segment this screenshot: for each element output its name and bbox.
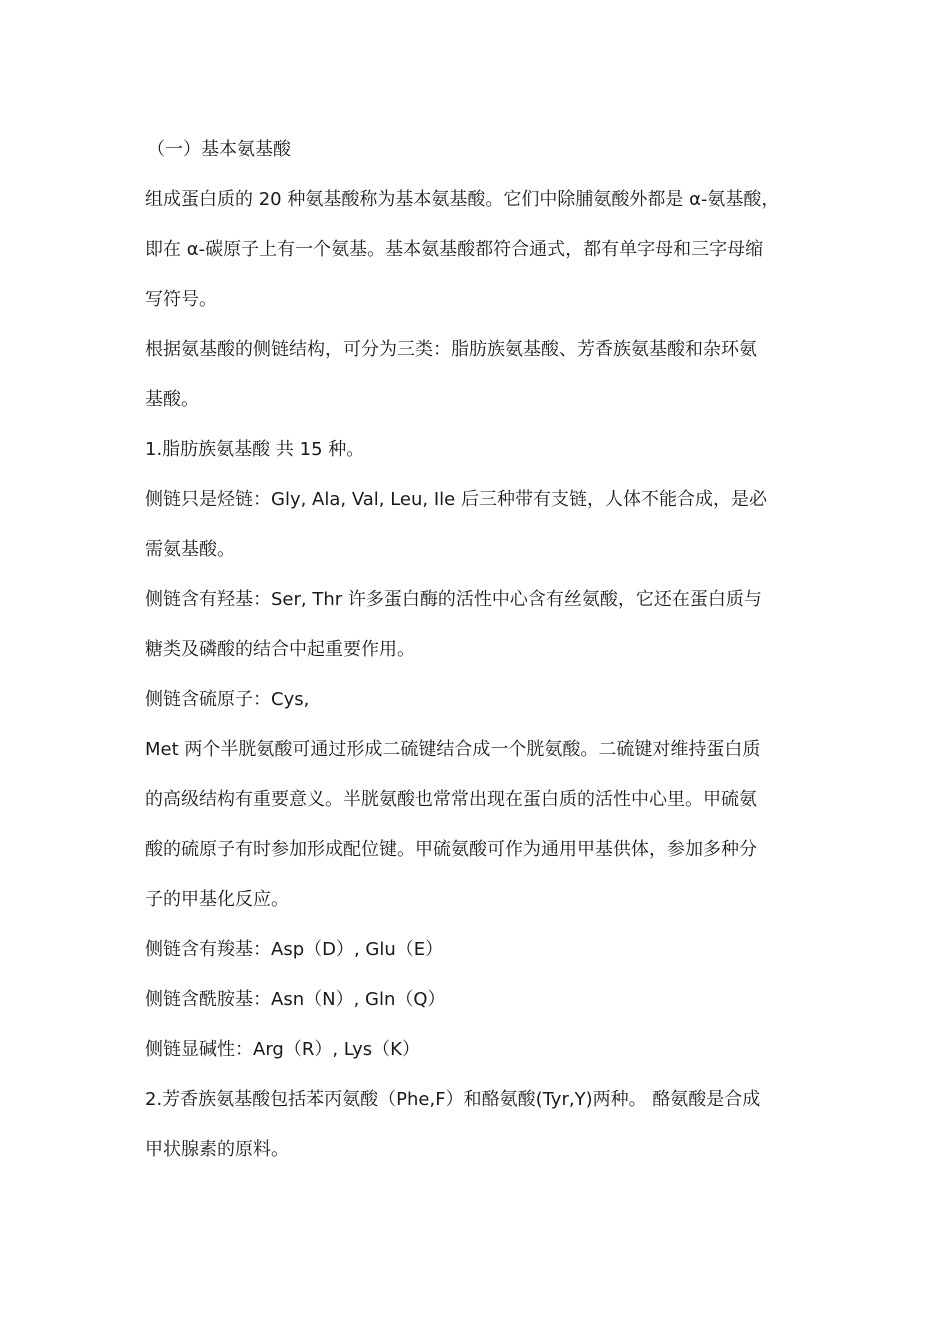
- document-body: [145, 131, 805, 1181]
- paragraph-line: 需氨基酸。: [145, 539, 235, 560]
- paragraph-line: 侧链显碱性：Arg（R）, Lys（K）: [145, 1039, 420, 1060]
- paragraph-line: 糖类及磷酸的结合中起重要作用。: [145, 639, 415, 660]
- paragraph-line: 子的甲基化反应。: [145, 889, 289, 910]
- paragraph-line: 写符号。: [145, 289, 217, 310]
- paragraph-line: 侧链含有羟基：Ser, Thr 许多蛋白酶的活性中心含有丝氨酸，它还在蛋白质与: [145, 589, 762, 610]
- paragraph-line: 甲状腺素的原料。: [145, 1139, 289, 1160]
- paragraph-line: 的高级结构有重要意义。半胱氨酸也常常出现在蛋白质的活性中心里。甲硫氨: [145, 789, 757, 810]
- section-heading: （一）基本氨基酸: [147, 139, 291, 160]
- paragraph-line: 侧链只是烃链：Gly, Ala, Val, Leu, Ile 后三种带有支链，人体不能合成，是必: [145, 489, 767, 510]
- paragraph-line: 侧链含硫原子：Cys,: [145, 689, 310, 710]
- subsection-heading: 2.芳香族氨基酸包括苯丙氨酸（Phe,F）和酪氨酸(Tyr,Y)两种。 酪氨酸是合成: [145, 1089, 761, 1110]
- paragraph-line: 酸的硫原子有时参加形成配位键。甲硫氨酸可作为通用甲基供体，参加多种分: [145, 839, 757, 860]
- paragraph-line: 即在 α-碳原子上有一个氨基。基本氨基酸都符合通式，都有单字母和三字母缩: [145, 239, 764, 260]
- paragraph-line: 基酸。: [145, 389, 199, 410]
- paragraph-line: 侧链含有羧基：Asp（D）, Glu（E）: [145, 939, 444, 960]
- subsection-heading: 1.脂肪族氨基酸 共 15 种。: [145, 439, 365, 460]
- paragraph-line: 侧链含酰胺基：Asn（N）, Gln（Q）: [145, 989, 446, 1010]
- paragraph-line: Met 两个半胱氨酸可通过形成二硫键结合成一个胱氨酸。二硫键对维持蛋白质: [145, 739, 761, 760]
- paragraph-line: 根据氨基酸的侧链结构，可分为三类：脂肪族氨基酸、芳香族氨基酸和杂环氨: [145, 339, 757, 360]
- paragraph-line: 组成蛋白质的 20 种氨基酸称为基本氨基酸。它们中除脯氨酸外都是 α-氨基酸，: [145, 189, 780, 210]
